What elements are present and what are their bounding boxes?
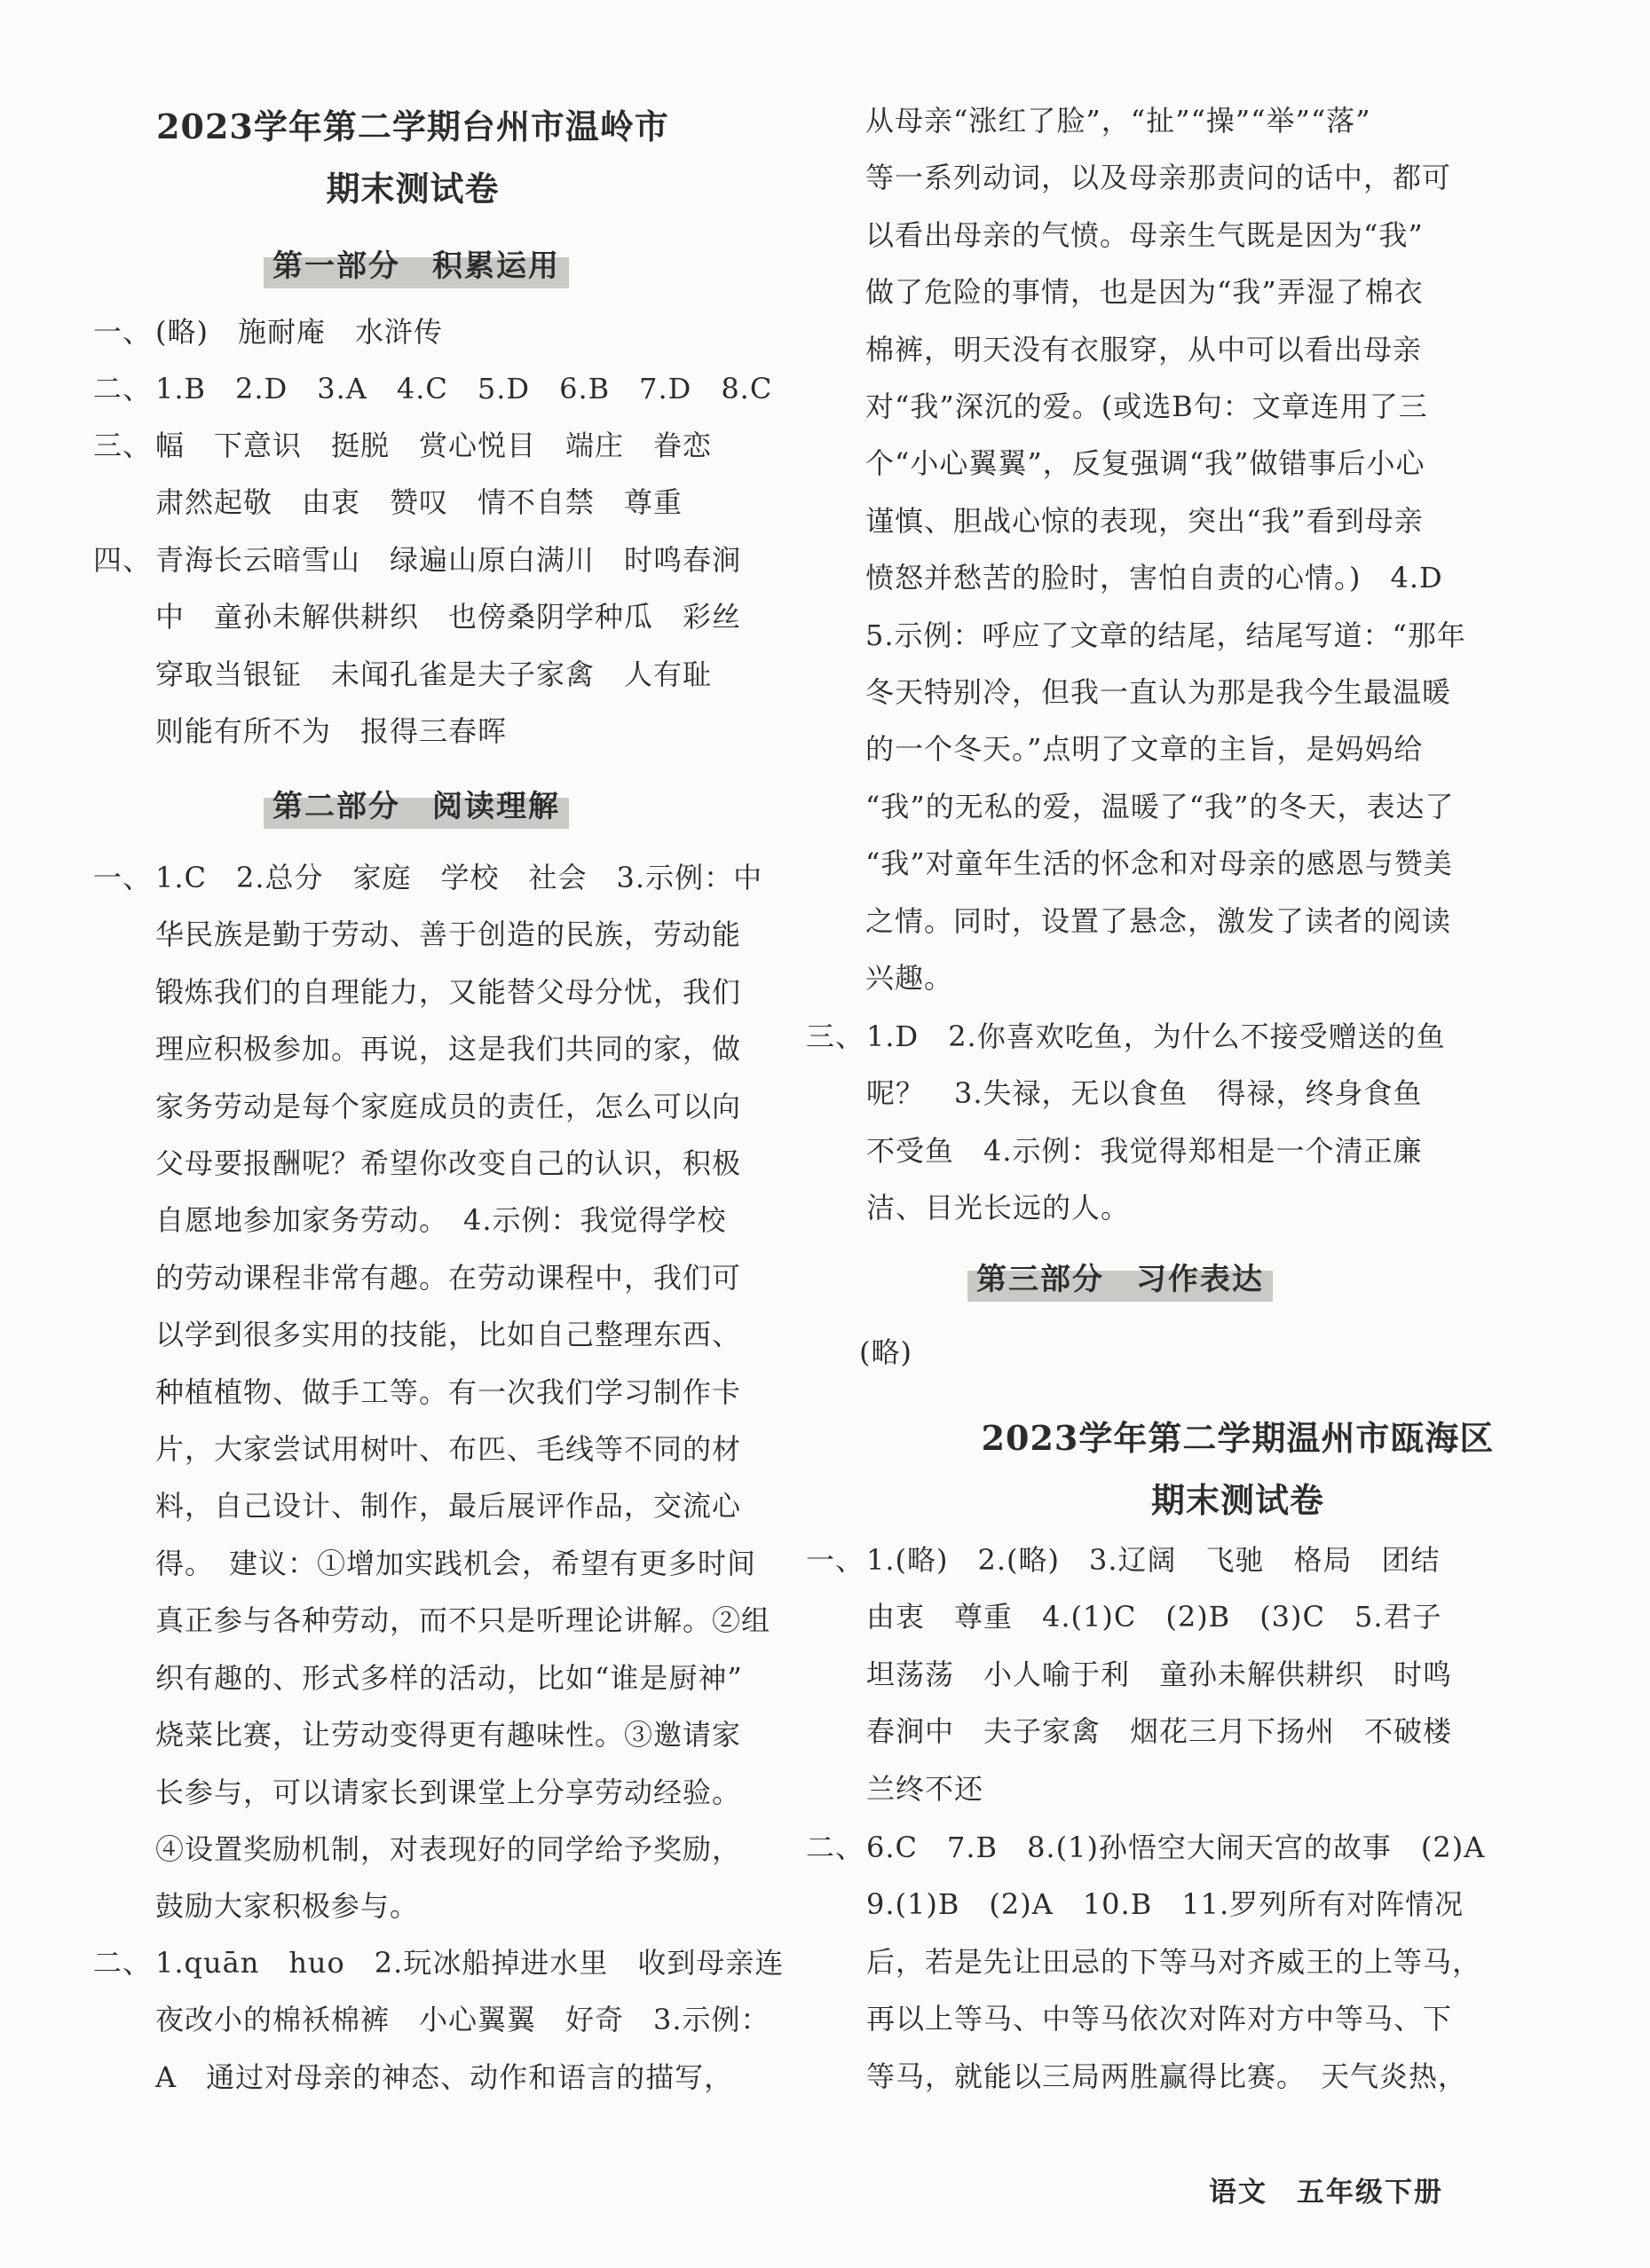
text-line: 冬天特别冷，但我一直认为那是我今生最温暖 [865, 675, 1452, 710]
answer-block-1 [93, 303, 794, 360]
text-line: 再以上等马、中等马依次对阵对方中等马、下 [866, 2002, 1453, 2036]
text-line: 对“我”深沉的爱。(或选B句：文章连用了三 [865, 390, 1428, 424]
answer-block-8 [806, 1532, 1605, 1817]
answer-lines [155, 360, 794, 417]
text-line: 鼓励大家积极参与。 [155, 1889, 420, 1924]
text-line: 谨慎、胆战心惊的表现，突出“我”看到母亲 [865, 503, 1424, 538]
text-line: 由衷 尊重 4.(1)C (2)B (3)C 5.君子 [866, 1600, 1442, 1634]
text-line: 穿取当银钲 未闻孔雀是夫子家禽 人有耻 [155, 657, 713, 691]
text-line: 的一个冬天。”点明了文章的主旨，是妈妈给 [865, 732, 1424, 767]
text-line: 坦荡荡 小人喻于利 童孙未解供耕织 时鸣 [866, 1657, 1453, 1691]
text-line: 的劳动课程非常有趣。在劳动课程中，我们可 [155, 1260, 742, 1295]
text-line: 父母要报酬呢？希望你改变自己的认识，积极 [155, 1146, 742, 1181]
text-line: 烧菜比赛，让劳动变得更有趣味性。③邀请家 [155, 1718, 742, 1752]
text-line: 兴趣。 [865, 961, 954, 996]
text-line: 以看出母亲的气愤。母亲生气既是因为“我” [865, 217, 1424, 252]
answer-lines [155, 849, 794, 1935]
text-line: 不受鱼 4.示例：我觉得郑相是一个清正廉 [866, 1133, 1423, 1168]
text-line: 肃然起敬 由衷 赞叹 情不自禁 尊重 [155, 485, 683, 520]
answer-continuation [865, 92, 1602, 1007]
item-number: 三、 [806, 1020, 865, 1053]
text-line: ④设置奖励机制，对表现好的同学给予奖励， [155, 1831, 742, 1866]
text-line: 从母亲“涨红了脸”，“扯”“操”“举”“落” [865, 104, 1371, 138]
item-number: 二、 [806, 1831, 865, 1864]
exam-title-2: 2023学年第二学期温州市瓯海区 [981, 1418, 1495, 1458]
text-line: “我”的无私的爱，温暖了“我”的冬天，表达了 [865, 789, 1455, 823]
answer-lines [155, 417, 794, 532]
answer-lines [866, 1008, 1605, 1237]
item-number: 三、 [93, 429, 153, 462]
answer-block-9 [806, 1819, 1605, 2105]
section-heading-part1: 第一部分 积累运用 [264, 244, 569, 288]
item-number: 一、 [93, 861, 153, 894]
text-line: 1.quān huo 2.玩冰船掉进水里 收到母亲连 [155, 1946, 785, 1980]
text-line: 理应积极参加。再说，这是我们共同的家，做 [155, 1032, 742, 1067]
text-line: 锻炼我们的自理能力，又能替父母分忧，我们 [155, 974, 742, 1009]
text-line: 幅 下意识 挺脱 赏心悦目 端庄 眷恋 [155, 429, 713, 462]
text-line: 1.B 2.D 3.A 4.C 5.D 6.B 7.D 8.C [155, 372, 773, 406]
text-line: 家务劳动是每个家庭成员的责任，怎么可以向 [155, 1089, 742, 1123]
answer-lines [866, 1532, 1605, 1817]
page-footer: 语文 五年级下册 [1209, 2177, 1443, 2209]
omitted-text: (略) [859, 1335, 912, 1369]
text-line: 之情。同时，设置了悬念，激发了读者的阅读 [865, 903, 1452, 938]
text-line: 长参与，可以请家长到课堂上分享劳动经验。 [155, 1775, 742, 1809]
text-line: 后，若是先让田忌的下等马对齐威王的上等马， [866, 1944, 1482, 1979]
answer-block-7 [806, 1008, 1605, 1237]
text-line: 种植植物、做手工等。有一次我们学习制作卡 [155, 1374, 742, 1409]
text-line: 等一系列动词，以及母亲那责问的话中，都可 [865, 161, 1452, 195]
text-line: 愤怒并愁苦的脸时，害怕自责的心情。) 4.D [865, 561, 1443, 595]
omitted-answer [859, 1324, 912, 1381]
text-line: 1.(略) 2.(略) 3.辽阔 飞驰 格局 团结 [866, 1543, 1441, 1577]
text-line: 洁、目光长远的人。 [866, 1191, 1131, 1225]
text-line: 9.(1)B (2)A 10.B 11.罗列所有对阵情况 [866, 1887, 1464, 1922]
text-line: 真正参与各种劳动，而不只是听理论讲解。②组 [155, 1603, 771, 1638]
text-line: 等马，就能以三局两胜赢得比赛。 天气炎热， [866, 2059, 1468, 2093]
text-line: 织有趣的、形式多样的活动，比如“谁是厨神” [155, 1660, 743, 1695]
text-line: 1.D 2.你喜欢吃鱼，为什么不接受赠送的鱼 [866, 1020, 1446, 1053]
text-line: 则能有所不为 报得三春晖 [155, 714, 508, 749]
text-line: (略) 施耐庵 水浒传 [155, 315, 443, 349]
text-line: 夜改小的棉袄棉裤 小心翼翼 好奇 3.示例： [155, 2003, 770, 2037]
text-line: 5.示例：呼应了文章的结尾，结尾写道：“那年 [865, 618, 1466, 652]
text-line: 棉裤，明天没有衣服穿，从中可以看出母亲 [865, 332, 1423, 366]
answer-lines [155, 1934, 794, 2106]
answer-block-2 [93, 360, 794, 417]
text-line: 青海长云暗雪山 绿遍山原白满川 时鸣春涧 [155, 543, 742, 577]
item-number: 二、 [93, 1946, 153, 1980]
answer-block-4 [93, 532, 794, 760]
text-line: 自愿地参加家务劳动。 4.示例：我觉得学校 [155, 1203, 727, 1238]
answer-block-5 [93, 849, 794, 1935]
text-line: 春涧中 夫子家禽 烟花三月下扬州 不破楼 [866, 1714, 1453, 1749]
section-heading-part3: 第三部分 习作表达 [967, 1257, 1273, 1302]
section-heading-part2: 第二部分 阅读理解 [264, 784, 569, 829]
answer-lines [865, 92, 1602, 1007]
item-number: 二、 [93, 372, 153, 406]
item-number: 一、 [93, 315, 153, 349]
text-line: 得。 建议：①增加实践机会，希望有更多时间 [155, 1546, 757, 1580]
text-line: 料，自己设计、制作，最后展评作品，交流心 [155, 1489, 742, 1524]
text-line: 做了危险的事情，也是因为“我”弄湿了棉衣 [865, 275, 1424, 310]
text-line: 个“小心翼翼”，反复强调“我”做错事后小心 [865, 446, 1425, 481]
exam-subtitle-1: 期末测试卷 [326, 169, 500, 209]
text-line: 6.C 7.B 8.(1)孙悟空大闹天宫的故事 (2)A [866, 1831, 1486, 1864]
text-line: 兰终不还 [866, 1771, 984, 1806]
answer-lines [155, 532, 794, 760]
text-line: 中 童孙未解供耕织 也傍桑阴学种瓜 彩丝 [155, 600, 742, 634]
answer-block-3 [93, 417, 794, 532]
answer-block-6 [93, 1934, 794, 2106]
exam-title-1: 2023学年第二学期台州市温岭市 [156, 106, 669, 146]
item-number: 四、 [93, 543, 153, 577]
item-number: 一、 [806, 1543, 865, 1577]
text-line: A 通过对母亲的神态、动作和语言的描写， [155, 2059, 734, 2094]
text-line: 1.C 2.总分 家庭 学校 社会 3.示例：中 [155, 861, 763, 894]
text-line: 呢？ 3.失禄，无以食鱼 得禄，终身食鱼 [866, 1076, 1423, 1111]
answer-lines [155, 303, 794, 360]
answer-lines [866, 1819, 1605, 2105]
text-line: 华民族是勤于劳动、善于创造的民族，劳动能 [155, 917, 742, 952]
exam-subtitle-2: 期末测试卷 [1150, 1480, 1324, 1520]
text-line: “我”对童年生活的怀念和对母亲的感恩与赞美 [865, 847, 1453, 881]
text-line: 片，大家尝试用树叶、布匹、毛线等不同的材 [155, 1432, 742, 1467]
text-line: 以学到很多实用的技能，比如自己整理东西、 [155, 1318, 742, 1352]
